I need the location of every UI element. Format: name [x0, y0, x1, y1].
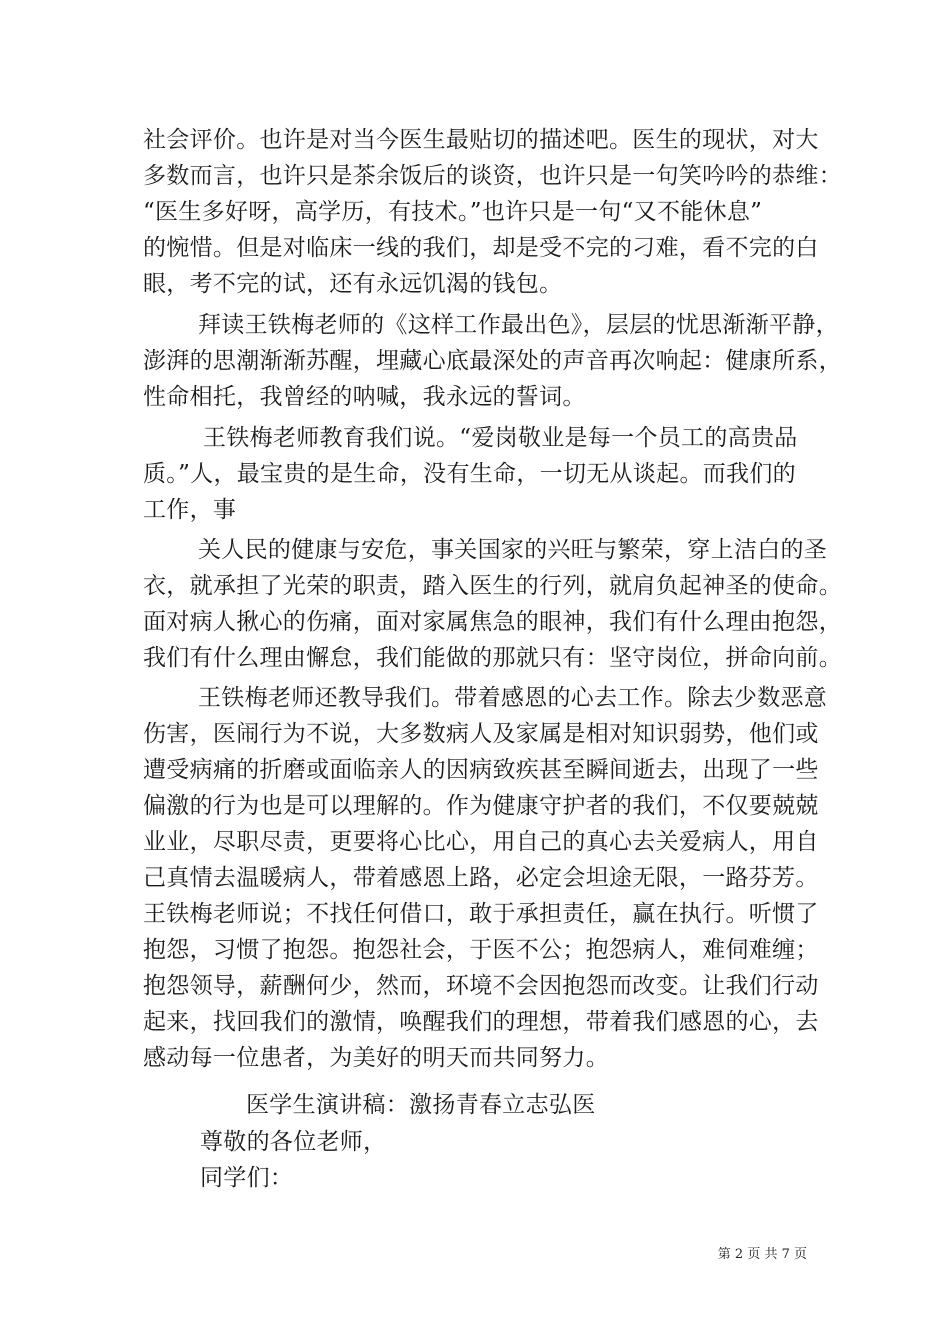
- body-text-line: 的惋惜。但是对临床一线的我们，却是受不完的刁难，看不完的白: [143, 235, 819, 261]
- body-text-line: “医生多好呀，高学历，有技术。”也许只是一句“又不能休息”: [143, 199, 763, 225]
- body-text-line: 偏激的行为也是可以理解的。作为健康守护者的我们，不仅要兢兢: [143, 793, 819, 819]
- body-text-line: 抱怨，习惯了抱怨。抱怨社会，于医不公；抱怨病人，难伺难缠；: [143, 937, 819, 963]
- paragraph-first-line: 王铁梅老师教育我们说。“爱岗敬业是每一个员工的高贵品: [203, 425, 798, 451]
- body-text-line: 性命相托，我曾经的呐喊，我永远的誓词。: [143, 384, 586, 410]
- paragraph-first-line: 拜读王铁梅老师的《这样工作最出色》，层层的忧思渐渐平静，: [198, 312, 839, 338]
- body-text-line: 质。”人，最宝贵的是生命，没有生命，一切无从谈起。而我们的: [143, 461, 796, 487]
- body-text-line: 多数而言，也许只是茶余饭后的谈资，也许只是一句笑吟吟的恭维：: [143, 163, 842, 189]
- body-text-line: 抱怨领导，薪酬何少，然而，环境不会因抱怨而改变。让我们行动: [143, 973, 819, 999]
- body-text-line: 衣，就承担了光荣的职责，踏入医生的行列，就肩负起神圣的使命。: [143, 573, 842, 599]
- body-text-line: 业业，尽职尽责，更要将心比心，用自己的真心去关爱病人，用自: [143, 829, 819, 855]
- body-text-line: 我们有什么理由懈怠，我们能做的那就只有：坚守岗位，拼命向前。: [143, 645, 842, 671]
- speech-title: 医学生演讲稿：激扬青春立志弘医: [246, 1092, 596, 1118]
- body-text-line: 澎湃的思潮渐渐苏醒，埋藏心底最深处的声音再次响起：健康所系，: [143, 348, 842, 374]
- body-text-line: 眼，考不完的试，还有永远饥渴的钱包。: [143, 271, 563, 297]
- body-text-line: 面对病人揪心的伤痛，面对家属焦急的眼神，我们有什么理由抱怨，: [143, 609, 842, 635]
- body-text-line: 起来，找回我们的激情，唤醒我们的理想，带着我们感恩的心，去: [143, 1009, 819, 1035]
- paragraph-first-line: 关人民的健康与安危，事关国家的兴旺与繁荣，穿上洁白的圣: [198, 537, 828, 563]
- salutation-line: 尊敬的各位老师，: [200, 1129, 387, 1155]
- body-text-line: 遭受病痛的折磨或面临亲人的因病致疾甚至瞬间逝去，出现了一些: [143, 757, 819, 783]
- body-text-line: 己真情去温暖病人，带着感恩上路，必定会坦途无限，一路芬芳。: [143, 865, 819, 891]
- body-text-line: 伤害，医闹行为不说，大多数病人及家属是相对知识弱势，他们或: [143, 721, 819, 747]
- body-text-line: 感动每一位患者，为美好的明天而共同努力。: [143, 1045, 609, 1071]
- body-text-line: 工作，事: [143, 497, 237, 523]
- salutation-line: 同学们：: [200, 1165, 294, 1191]
- paragraph-first-line: 王铁梅老师还教导我们。带着感恩的心去工作。除去少数恶意: [198, 685, 828, 711]
- page-number-footer: 第 2 页 共 7 页: [717, 1247, 807, 1262]
- body-text-line: 王铁梅老师说；不找任何借口，敢于承担责任，赢在执行。听惯了: [143, 901, 819, 927]
- body-text-line: 社会评价。也许是对当今医生最贴切的描述吧。医生的现状，对大: [143, 127, 819, 153]
